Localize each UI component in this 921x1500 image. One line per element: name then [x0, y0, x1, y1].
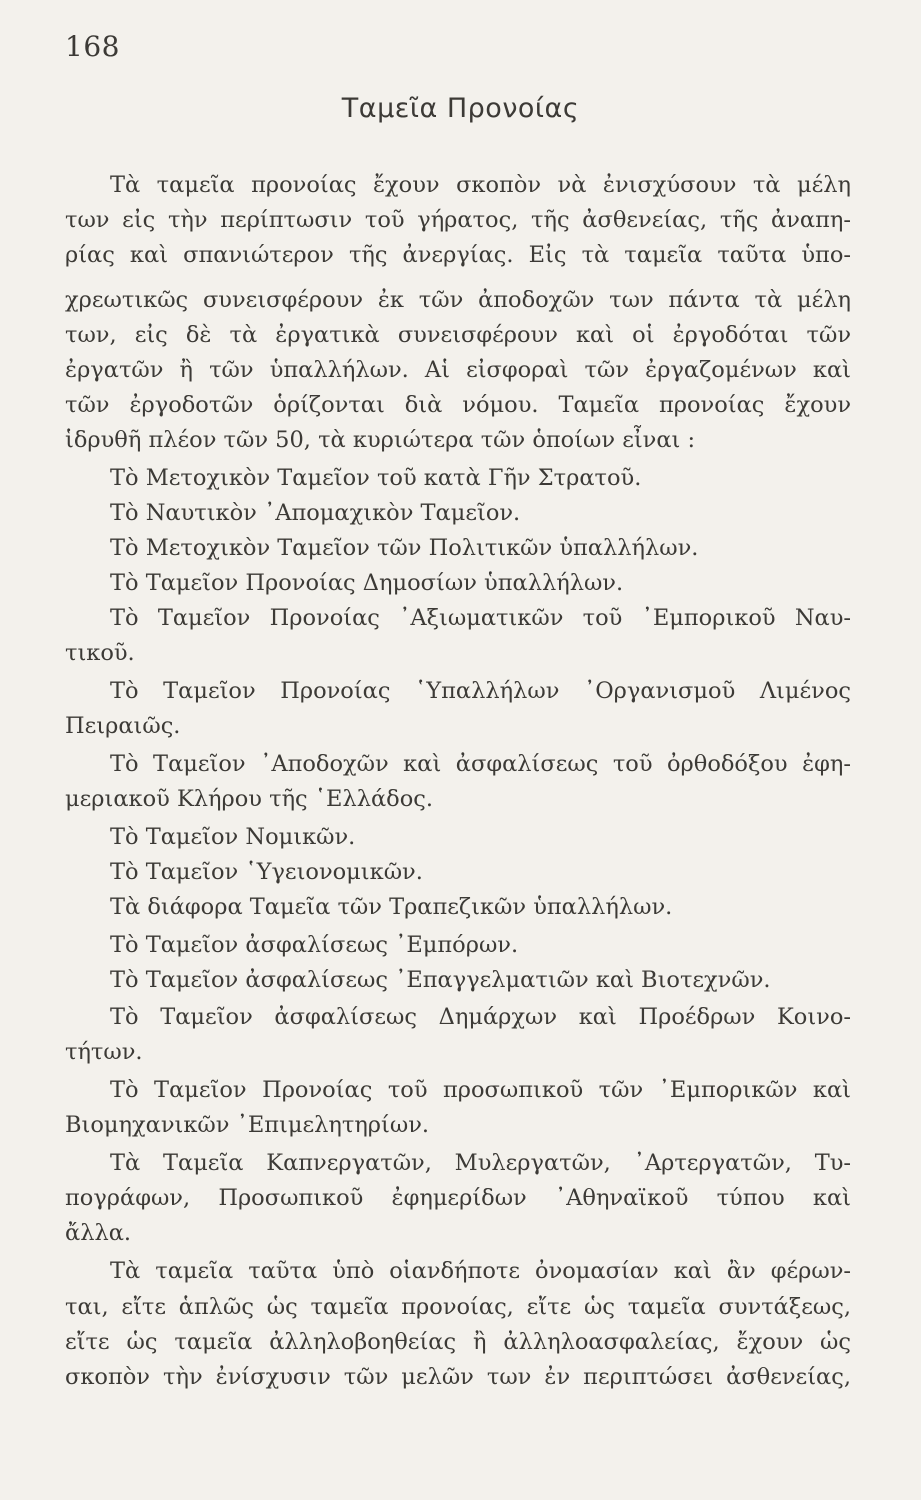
text-line: ται, εἴτε ἁπλῶς ὡς ταμεῖα προνοίας, εἴτε ὡς ταμεῖα συντάξεως, [65, 1294, 851, 1320]
fund-item-continued: Πειραιῶς. [65, 713, 181, 739]
fund-item: Τὸ Ταμεῖον ᾿Αποδοχῶν καὶ ἀσφαλίσεως τοῦ ὀρθοδόξου ἐφη- [110, 751, 851, 777]
fund-item-continued: μεριακοῦ Κλήρου τῆς ῾Ελλάδος. [65, 786, 434, 812]
fund-item: Τὸ Ταμεῖον ἀσφαλίσεως ᾿Επαγγελματιῶν καὶ Βιοτεχνῶν. [110, 967, 771, 993]
text-line: σκοπὸν τὴν ἐνίσχυσιν τῶν μελῶν των ἐν περιπτώσει ἀσθενείας, [65, 1364, 851, 1390]
text-line: Τὰ ταμεῖα προνοίας ἔχουν σκοπὸν νὰ ἐνισχύσουν τὰ μέλη [110, 172, 851, 198]
text-line: χρεωτικῶς συνεισφέρουν ἐκ τῶν ἀποδοχῶν των πάντα τὰ μέλη [65, 287, 851, 313]
fund-item: Τὸ Ναυτικὸν ᾿Απομαχικὸν Ταμεῖον. [110, 500, 521, 526]
fund-item: Τὸ Ταμεῖον Νομικῶν. [110, 824, 356, 850]
fund-item-continued: τικοῦ. [65, 640, 135, 666]
fund-item: Τὸ Μετοχικὸν Ταμεῖον τῶν Πολιτικῶν ὑπαλλήλων. [110, 535, 699, 561]
text-line: Τὰ ταμεῖα ταῦτα ὑπὸ οἱανδήποτε ὀνομασίαν καὶ ἂν φέρων- [110, 1258, 851, 1284]
fund-item: Τὸ Ταμεῖον Προνοίας ᾿Αξιωματικῶν τοῦ ᾿Εμπορικοῦ Ναυ- [110, 605, 851, 631]
fund-item: Τὸ Ταμεῖον Προνοίας Δημοσίων ὑπαλλήλων. [110, 570, 624, 596]
page-number: 168 [65, 30, 120, 63]
fund-item-continued: ἄλλα. [65, 1220, 132, 1246]
text-line: ρίας καὶ σπανιώτερον τῆς ἀνεργίας. Εἰς τὰ ταμεῖα ταῦτα ὑπο- [65, 242, 851, 268]
fund-item-continued: πογράφων, Προσωπικοῦ ἐφημερίδων ᾿Αθηναϊκοῦ τύπου καὶ [65, 1185, 851, 1211]
text-line: τῶν ἐργοδοτῶν ὁρίζονται διὰ νόμου. Ταμεῖα προνοίας ἔχουν [65, 392, 851, 418]
fund-item: Τὸ Ταμεῖον Προνοίας τοῦ προσωπικοῦ τῶν ᾿Εμπορικῶν καὶ [110, 1077, 851, 1103]
fund-item: Τὸ Ταμεῖον Προνοίας ῾Υπαλλήλων ᾿Οργανισμοῦ Λιμένος [110, 678, 851, 704]
text-line: εἴτε ὡς ταμεῖα ἀλληλοβοηθείας ἢ ἀλληλοασφαλείας, ἔχουν ὡς [65, 1329, 851, 1355]
fund-item: Τὸ Ταμεῖον ἀσφαλίσεως ᾿Εμπόρων. [110, 932, 519, 958]
page-title: Ταμεῖα Προνοίας [341, 93, 580, 124]
fund-item-continued: Βιομηχανικῶν ᾿Επιμελητηρίων. [65, 1112, 430, 1138]
text-line: ἱδρυθῆ πλέον τῶν 50, τὰ κυριώτερα τῶν ὁποίων εἶναι : [65, 427, 696, 453]
text-line: ἐργατῶν ἢ τῶν ὑπαλλήλων. Αἱ εἰσφοραὶ τῶν ἐργαζομένων καὶ [65, 357, 851, 383]
text-line: των, εἰς δὲ τὰ ἐργατικὰ συνεισφέρουν καὶ οἱ ἐργοδόται τῶν [65, 322, 851, 348]
fund-item: Τὸ Ταμεῖον ἀσφαλίσεως Δημάρχων καὶ Προέδρων Κοινο- [110, 1004, 851, 1030]
fund-item: Τὸ Μετοχικὸν Ταμεῖον τοῦ κατὰ Γῆν Στρατοῦ. [110, 465, 642, 491]
fund-item: Τὰ διάφορα Ταμεῖα τῶν Τραπεζικῶν ὑπαλλήλων. [110, 894, 673, 920]
fund-item: Τὰ Ταμεῖα Καπνεργατῶν, Μυλεργατῶν, ᾿Αρτεργατῶν, Τυ- [110, 1150, 851, 1176]
fund-item-continued: τήτων. [65, 1039, 143, 1065]
fund-item: Τὸ Ταμεῖον ῾Υγειονομικῶν. [110, 859, 423, 885]
text-line: των εἰς τὴν περίπτωσιν τοῦ γήρατος, τῆς ἀσθενείας, τῆς ἀναπη- [65, 207, 851, 233]
